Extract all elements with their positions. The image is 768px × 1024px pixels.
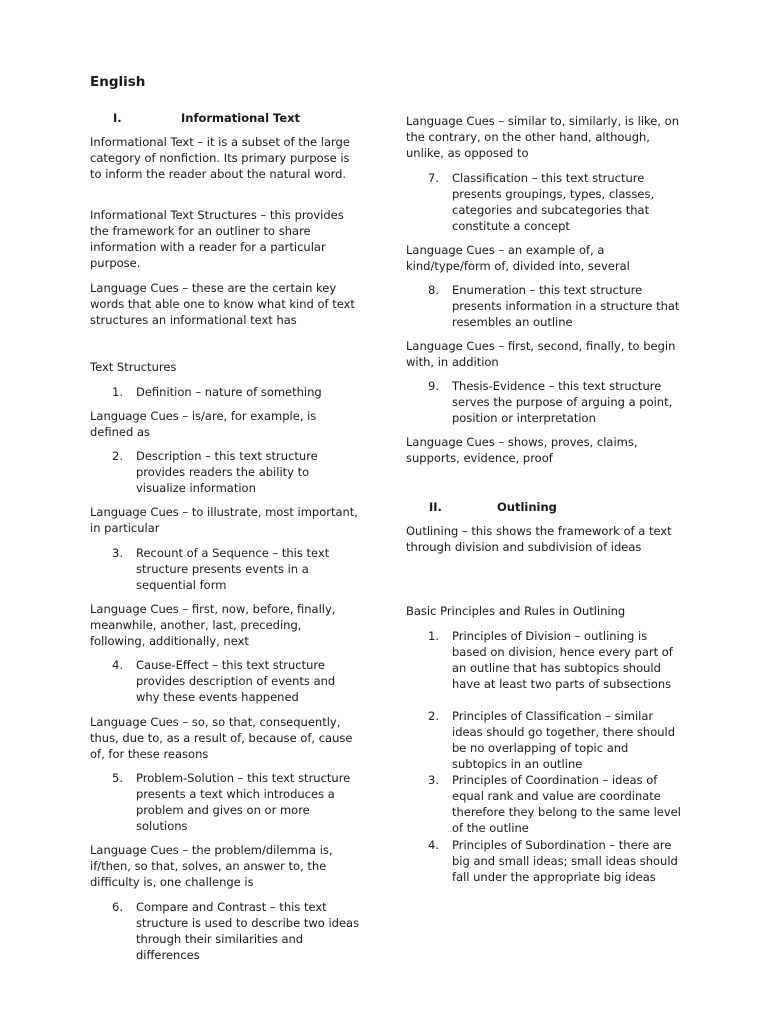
- list-item-structure-8: 8. Enumeration – this text structure presents information in a structure that resembles an outline: [428, 283, 680, 329]
- paragraph-outlining-def: Outlining – this shows the framework of a text through division and subdivision of ideas: [406, 524, 672, 554]
- section-title: Outlining: [497, 500, 557, 514]
- list-item-structure-5: 5. Problem-Solution – this text structure presents a text which introduces a problem and gives on or more solutions: [112, 771, 351, 833]
- list-item-structure-3: 3. Recount of a Sequence – this text structure presents events in a sequential form: [112, 546, 330, 592]
- language-cues-7: Language Cues – an example of, a kind/type/form of, divided into, several: [406, 243, 630, 273]
- list-item-structure-6: 6. Compare and Contrast – this text structure is used to describe two ideas through their similarities and differences: [112, 900, 360, 962]
- paragraph-informational-text: Informational Text – it is a subset of the large category of nonfiction. Its primary purpose is to inform the reader about the natural word.: [90, 135, 350, 181]
- principles-heading: Basic Principles and Rules in Outlining: [406, 604, 626, 618]
- language-cues-8: Language Cues – first, second, finally, to begin with, in addition: [406, 339, 676, 369]
- language-cues-4: Language Cues – so, so that, consequently, thus, due to, as a result of, because of, cause of, for these reasons: [90, 715, 353, 761]
- section-number: II.: [429, 500, 442, 514]
- list-item-structure-4: 4. Cause-Effect – this text structure provides description of events and why these events happened: [112, 658, 336, 704]
- language-cues-1: Language Cues – is/are, for example, is defined as: [90, 409, 317, 439]
- list-item-structure-2: 2. Description – this text structure provides readers the ability to visualize information: [112, 449, 318, 495]
- language-cues-2: Language Cues – to illustrate, most important, in particular: [90, 505, 358, 535]
- list-item-structure-9: 9. Thesis-Evidence – this text structure serves the purpose of arguing a point, position or interpretation: [428, 379, 673, 425]
- list-item-structure-1: 1. Definition – nature of something: [112, 385, 322, 399]
- list-item-structure-7: 7. Classification – this text structure presents groupings, types, classes, categories and subcategories that constitute a concept: [428, 171, 655, 233]
- section-heading-outlining: [406, 499, 684, 515]
- list-item-principle-2: 2. Principles of Classification – similar ideas should go together, there should be no overlapping of topic and subtopics in an outline: [428, 709, 676, 771]
- language-cues-3: Language Cues – first, now, before, finally, meanwhile, another, last, preceding, following, additionally, next: [90, 602, 336, 648]
- section-heading-informational-text: [90, 110, 360, 126]
- paragraph-text-structures-def: Informational Text Structures – this provides the framework for an outliner to share information with a reader for a particular purpose.: [90, 208, 344, 270]
- language-cues-5: Language Cues – the problem/dilemma is, if/then, so that, solves, an answer to, the difficulty is, one challenge is: [90, 843, 333, 889]
- paragraph-language-cues-def: Language Cues – these are the certain key words that able one to know what kind of text structures an informational text has: [90, 281, 355, 327]
- text-structures-heading: Text Structures: [90, 360, 177, 374]
- language-cues-6: Language Cues – similar to, similarly, is like, on the contrary, on the other hand, although, unlike, as opposed to: [406, 114, 679, 160]
- list-item-principle-1: 1. Principles of Division – outlining is based on division, hence every part of an outline that has subtopics should have at least two parts of subsections: [428, 629, 673, 691]
- list-item-principle-4: 4. Principles of Subordination – there are big and small ideas; small ideas should fall under the appropriate big ideas: [428, 838, 678, 884]
- list-item-principle-3: 3. Principles of Coordination – ideas of equal rank and value are coordinate therefore they belong to the same level of the outline: [428, 773, 681, 835]
- section-title: Informational Text: [181, 111, 301, 125]
- section-number: I.: [113, 111, 122, 125]
- language-cues-9: Language Cues – shows, proves, claims, supports, evidence, proof: [406, 435, 638, 465]
- page-title: English: [90, 74, 146, 90]
